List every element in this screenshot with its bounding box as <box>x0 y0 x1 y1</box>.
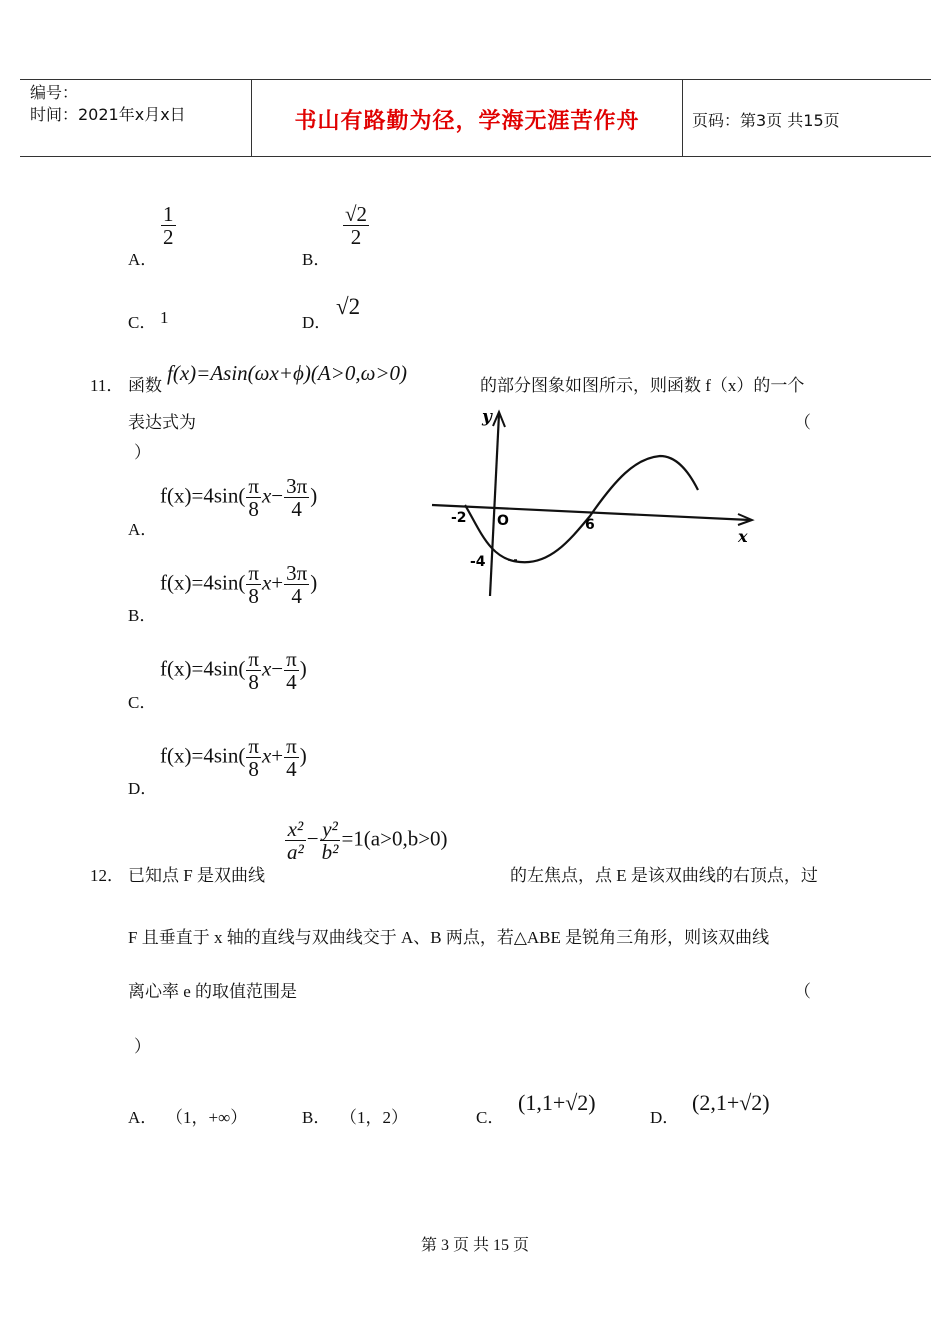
q10-option-a-label: A． <box>128 250 158 269</box>
q11-sine-graph <box>420 400 770 610</box>
header-page-label: 页码：第3页 共15页 <box>692 111 840 130</box>
header-divider-right <box>682 80 683 157</box>
q11-suffix: 的部分图象如图所示，则函数 f（x）的一个 <box>480 376 805 395</box>
k-denominator: 8 <box>248 584 259 609</box>
k-numerator: π <box>248 561 259 585</box>
formula-lhs: f(x)=4sin( <box>160 743 246 768</box>
c-numerator: 3π <box>286 561 308 585</box>
y-axis <box>490 414 499 596</box>
q12-option-d-label: D． <box>650 1108 680 1127</box>
eq-x-den: a² <box>287 840 304 865</box>
q12-line2: F 且垂直于 x 轴的直线与双曲线交于 A、B 两点，若△ABE 是锐角三角形，则该双曲线 <box>128 928 770 947</box>
y-tick-label: -4 <box>470 554 486 570</box>
q12-option-a-value: （1，+∞） <box>166 1108 248 1127</box>
c-denominator: 4 <box>291 584 302 609</box>
eq-y-num: y² <box>320 818 341 841</box>
q12-hyperbola-equation <box>284 818 448 863</box>
c-denominator: 4 <box>286 670 297 695</box>
q10-a-numerator: 1 <box>163 202 174 226</box>
q11-option-formula <box>160 735 307 780</box>
formula-var: x <box>261 656 272 681</box>
k-denominator: 8 <box>248 497 259 522</box>
q10-a-denominator: 2 <box>163 225 174 250</box>
header-bottom-rule <box>20 156 931 157</box>
formula-op: − <box>271 656 284 681</box>
q11-open-paren: （ <box>794 413 811 432</box>
formula-op: + <box>271 570 284 595</box>
formula-end: ) <box>299 743 307 768</box>
q12-option-d-value: (2,1+√2) <box>692 1090 770 1115</box>
formula-op: + <box>271 743 284 768</box>
q10-option-d-value: √2 <box>336 294 361 319</box>
q10-option-d-label: D． <box>302 313 332 332</box>
c-denominator: 4 <box>286 757 297 782</box>
eq-minus: − <box>306 826 319 851</box>
k-denominator: 8 <box>248 670 259 695</box>
q12-option-c-value: (1,1+√2) <box>518 1090 596 1115</box>
q11-option-label: C． <box>128 693 157 712</box>
k-numerator: π <box>248 647 259 671</box>
x-tick-neg-label: -2 <box>451 510 467 526</box>
q11-option-label: A． <box>128 520 158 539</box>
q11-option-formula <box>160 648 307 693</box>
q12-option-b-value: （1，2） <box>340 1108 408 1127</box>
q11-option-formula <box>160 475 317 520</box>
q12-prefix: 已知点 F 是双曲线 <box>128 866 265 885</box>
formula-lhs: f(x)=4sin( <box>160 570 246 595</box>
q11-number: 11． <box>90 376 124 395</box>
eq-x-num: x² <box>285 818 306 841</box>
q10-option-c-label: C． <box>128 313 157 332</box>
q12-number: 12． <box>90 866 124 885</box>
q10-option-c-value: 1 <box>160 308 169 327</box>
q10-b-numerator: √2 <box>345 202 368 226</box>
serial-label: 编号： <box>30 83 79 102</box>
c-numerator: π <box>286 734 297 758</box>
header-top-rule <box>20 79 931 80</box>
k-numerator: π <box>248 734 259 758</box>
q12-option-a-label: A． <box>128 1108 158 1127</box>
formula-lhs: f(x)=4sin( <box>160 483 246 508</box>
q10-option-b-label: B． <box>302 250 331 269</box>
q12-suffix: 的左焦点，点 E 是该双曲线的右顶点，过 <box>510 866 818 885</box>
header-motto: 书山有路勤为径，学海无涯苦作舟 <box>294 109 640 134</box>
formula-end: ) <box>299 656 307 681</box>
q10-option-b-value <box>342 203 370 248</box>
q12-option-b-label: B． <box>302 1108 331 1127</box>
q11-option-formula <box>160 562 317 607</box>
q11-prefix: 函数 <box>128 376 162 395</box>
eq-rest: =1(a>0,b>0) <box>341 826 448 851</box>
x-tick-pos-label: 6 <box>585 517 595 533</box>
q11-line2: 表达式为 <box>128 413 196 432</box>
formula-end: ) <box>310 483 318 508</box>
time-label: 时间：2021年x月x日 <box>30 105 186 124</box>
c-numerator: 3π <box>286 474 308 498</box>
q12-line3: 离心率 e 的取值范围是 <box>128 982 298 1001</box>
q11-option-label: D． <box>128 779 158 798</box>
page-footer: 第 3 页 共 15 页 <box>420 1237 529 1254</box>
q12-option-c-label: C． <box>476 1108 505 1127</box>
q12-close-paren: ） <box>134 1037 151 1056</box>
q12-open-paren: （ <box>794 982 811 1001</box>
formula-var: x <box>261 483 272 508</box>
formula-op: − <box>271 483 284 508</box>
formula-lhs: f(x)=4sin( <box>160 656 246 681</box>
formula-end: ) <box>310 570 318 595</box>
q11-close-paren: ） <box>134 443 151 462</box>
q10-b-denominator: 2 <box>350 225 362 250</box>
formula-var: x <box>261 743 272 768</box>
eq-y-den: b² <box>321 840 339 865</box>
q11-option-label: B． <box>128 606 157 625</box>
q11-formula: f(x)=Asin(ωx+ϕ)(A>0,ω>0) <box>167 361 408 385</box>
c-numerator: π <box>286 647 297 671</box>
x-axis-label: x <box>738 527 748 546</box>
c-denominator: 4 <box>291 497 302 522</box>
header-meta <box>30 82 186 126</box>
origin-label: O <box>497 513 509 529</box>
k-denominator: 8 <box>248 757 259 782</box>
q10-option-a-value <box>160 203 177 248</box>
formula-var: x <box>261 570 272 595</box>
y-axis-label: y <box>482 407 492 427</box>
k-numerator: π <box>248 474 259 498</box>
